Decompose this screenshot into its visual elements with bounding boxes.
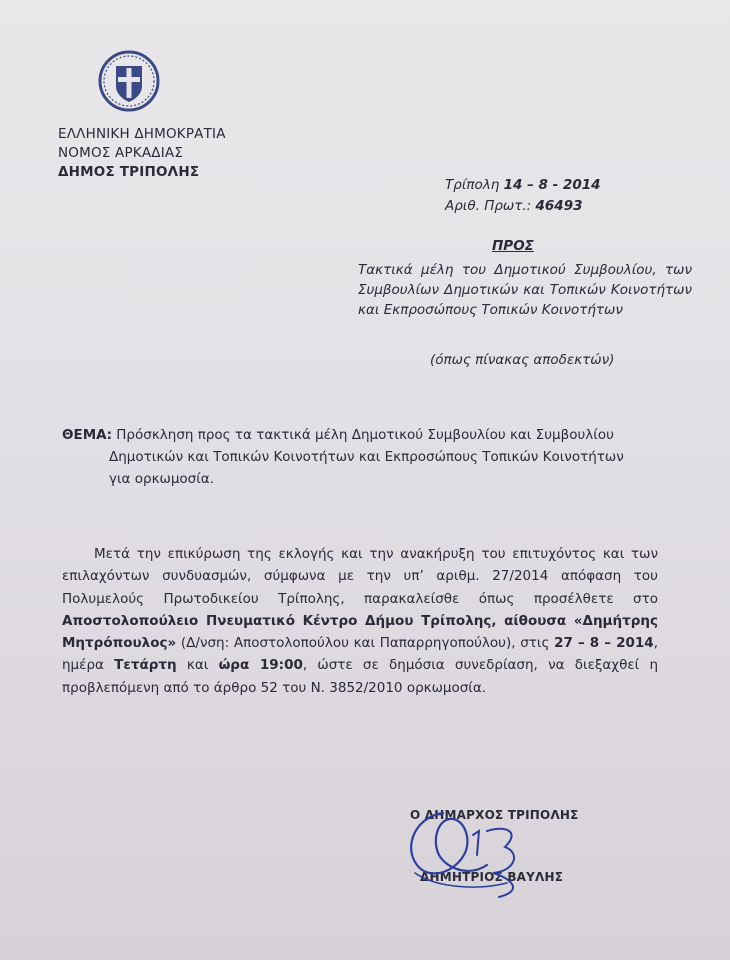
body-part-1: Μετά την επικύρωση της εκλογής και την ανακήρυξη του επιτυχόντος και των επιλαχόντων συνδυασμών, σύμφωνα με την υπ’ αριθμ. 27/2014 απόφαση του Πολυμελούς Πρωτοδικείου Τρίπολης, παρακαλείσθε όπως προσέλθετε στο (62, 546, 658, 607)
recipients-note: (όπως πίνακας αποδεκτών) (430, 352, 615, 368)
header-line-republic: ΕΛΛΗΝΙΚΗ ΔΗΜΟΚΡΑΤΙΑ (58, 126, 226, 142)
date-place: Τρίπολη (445, 177, 500, 193)
date-value: 14 – 8 - 2014 (503, 177, 601, 193)
subject-label: ΘΕΜΑ: (62, 427, 112, 443)
subject-line-2: Δημοτικών και Τοπικών Κοινοτήτων και Εκπροσώπους Τοπικών Κοινοτήτων (109, 449, 624, 465)
body-part-3: , ημέρα (62, 635, 658, 674)
recipients-text: Τακτικά μέλη του Δημοτικού Συμβουλίου, των Συμβουλίων Δημοτικών και Τοπικών Κοινοτήτων και Εκπροσώπους Τοπικών Κοινοτήτων (358, 262, 692, 318)
body-text (62, 543, 658, 699)
body-paragraph (62, 543, 658, 699)
protocol-line (445, 196, 601, 217)
body-part-2: (Δ/νση: Αποστολοπούλου και Παπαρρηγοπούλου), στις (176, 635, 555, 652)
header-line-prefecture: ΝΟΜΟΣ ΑΡΚΑΔΙΑΣ (58, 145, 184, 161)
protocol-label: Αριθ. Πρωτ.: (445, 198, 532, 214)
subject-line-3: για ορκωμοσία. (109, 471, 215, 487)
subject-block (62, 424, 662, 490)
handwritten-signature-icon (395, 795, 545, 905)
body-day: Τετάρτη (114, 657, 177, 674)
date-line (445, 175, 601, 196)
signatory-name: ΔΗΜΗΤΡΙΟΣ ΒΑΥΛΗΣ (420, 870, 564, 884)
recipients-title: ΠΡΟΣ (492, 238, 534, 254)
body-part-5: , ώστε σε δημόσια συνεδρίαση, να διεξαχθεί η προβλεπόμενη από το άρθρο 52 του Ν. 3852/2010 ορκωμοσία. (62, 657, 659, 696)
subject-line-1 (62, 424, 662, 446)
body-venue: Αποστολοπούλειο Πνευματικό Κέντρο Δήμου Τρίπολης, αίθουσα «Δημήτρης Μητρόπουλος» (62, 612, 658, 652)
greek-state-emblem-icon (98, 50, 160, 112)
body-date: 27 – 8 – 2014 (554, 635, 654, 652)
body-time: ώρα 19:00 (218, 657, 303, 674)
signatory-title: Ο ΔΗΜΑΡΧΟΣ ΤΡΙΠΟΛΗΣ (410, 808, 579, 822)
header-line-municipality: ΔΗΜΟΣ ΤΡΙΠΟΛΗΣ (58, 164, 200, 180)
protocol-number: 46493 (535, 198, 583, 214)
date-block (445, 175, 601, 217)
body-part-4: και (176, 657, 219, 674)
subject-text-1: Πρόσκληση προς τα τακτικά μέλη Δημοτικού Συμβουλίου και Συμβουλίου (116, 427, 614, 443)
issuer-header (58, 125, 226, 182)
